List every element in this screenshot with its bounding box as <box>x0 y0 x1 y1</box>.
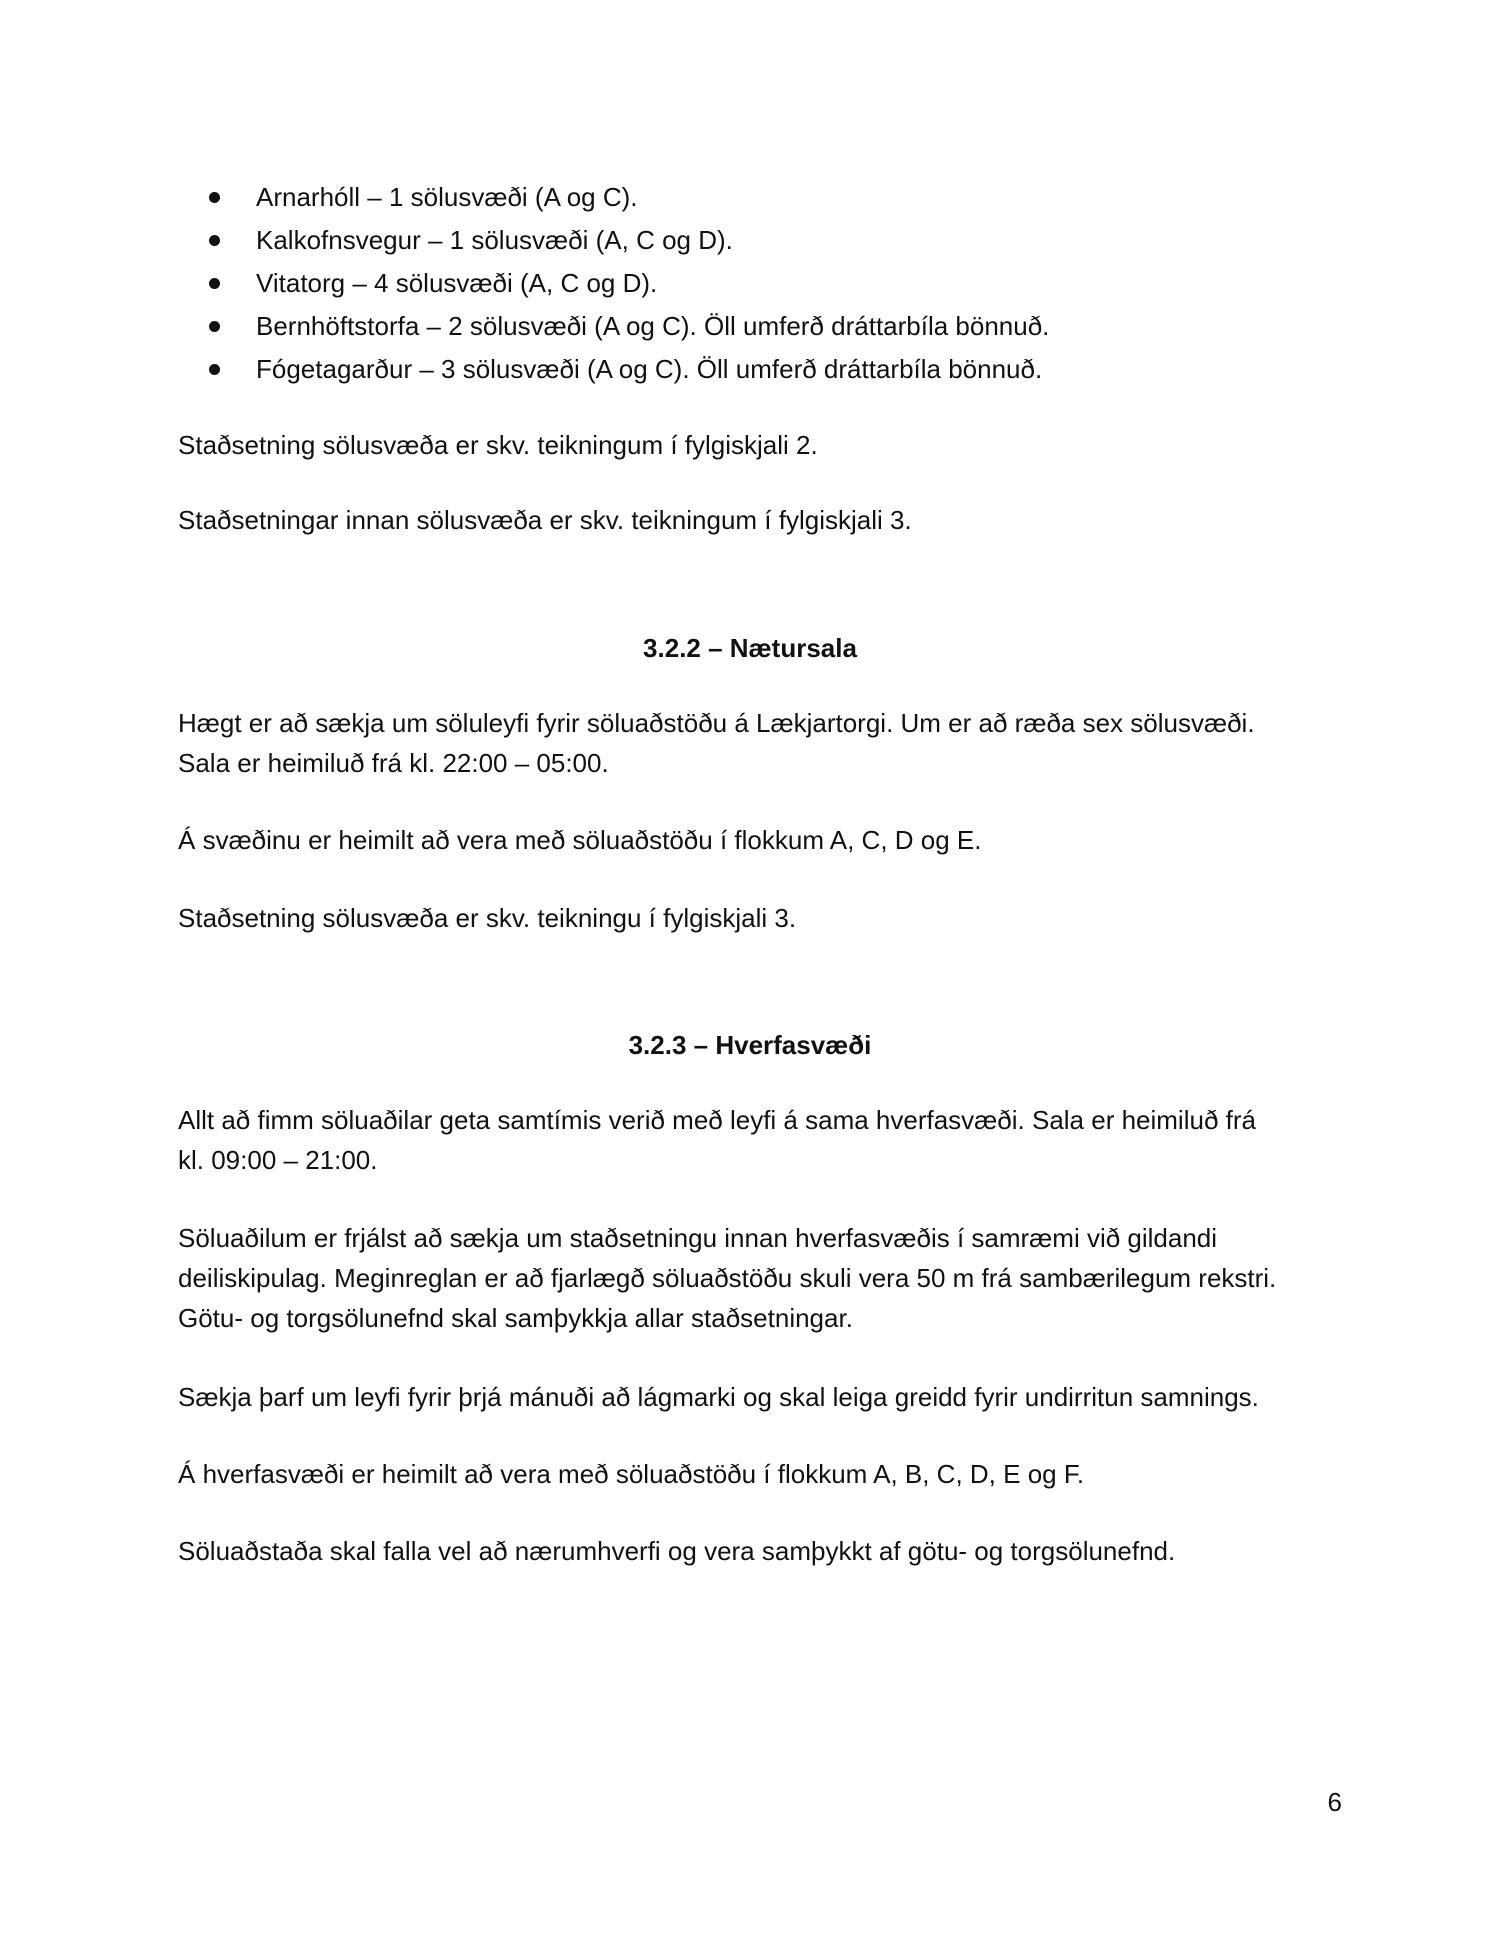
list-item-text: Arnarhóll – 1 sölusvæði (A og C). <box>256 182 638 212</box>
list-item <box>178 348 1348 391</box>
bullet-icon <box>209 192 220 203</box>
paragraph-night-sales-line-1: Hægt er að sækja um söluleyfi fyrir söluaðstöðu á Lækjartorgi. Um er að ræða sex sölusvæði. <box>178 708 1255 738</box>
paragraph-night-sales-categories: Á svæðinu er heimilt að vera með söluaðstöðu í flokkum A, C, D og E. <box>178 825 982 855</box>
bullet-icon <box>209 278 220 289</box>
section-heading-night-sales: 3.2.2 – Nætursala <box>643 633 857 663</box>
bullet-icon <box>209 235 220 246</box>
paragraph-location-rules-line-1: Söluaðilum er frjálst að sækja um staðsetningu innan hverfasvæðis í samræmi við gildandi <box>178 1223 1218 1253</box>
paragraph-environment-fit: Söluaðstaða skal falla vel að nærumhverfi og vera samþykkt af götu- og torgsölunefnd. <box>178 1536 1176 1566</box>
paragraph-night-sales-line-2: Sala er heimiluð frá kl. 22:00 – 05:00. <box>178 748 609 778</box>
page-number: 6 <box>1327 1787 1342 1817</box>
list-item <box>178 176 1348 219</box>
list-item-text: Fógetagarður – 3 sölusvæði (A og C). Öll umferð dráttarbíla bönnuð. <box>256 354 1043 384</box>
list-item <box>178 305 1348 348</box>
paragraph-neighborhood-line-1: Allt að fimm söluaðilar geta samtímis verið með leyfi á sama hverfasvæði. Sala er heimiluð frá <box>178 1105 1256 1135</box>
bullet-icon <box>209 364 220 375</box>
sales-area-list <box>178 176 1348 391</box>
list-item <box>178 262 1348 305</box>
list-item-text: Bernhöftstorfa – 2 sölusvæði (A og C). Öll umferð dráttarbíla bönnuð. <box>256 311 1050 341</box>
paragraph-location-within-areas: Staðsetningar innan sölusvæða er skv. teikningum í fylgiskjali 3. <box>178 505 912 535</box>
paragraph-neighborhood-line-2: kl. 09:00 – 21:00. <box>178 1145 378 1175</box>
list-item <box>178 219 1348 262</box>
list-item-text: Vitatorg – 4 sölusvæði (A, C og D). <box>256 268 658 298</box>
section-heading-neighborhood-areas: 3.2.3 – Hverfasvæði <box>628 1030 872 1060</box>
bullet-icon <box>209 321 220 332</box>
paragraph-night-sales-location: Staðsetning sölusvæða er skv. teikningu í fylgiskjali 3. <box>178 903 797 933</box>
list-item-text: Kalkofnsvegur – 1 sölusvæði (A, C og D). <box>256 225 733 255</box>
paragraph-location-areas: Staðsetning sölusvæða er skv. teikningum í fylgiskjali 2. <box>178 430 818 460</box>
paragraph-lease-terms: Sækja þarf um leyfi fyrir þrjá mánuði að lágmarki og skal leiga greidd fyrir undirritun samnings. <box>178 1382 1259 1412</box>
paragraph-neighborhood-categories: Á hverfasvæði er heimilt að vera með söluaðstöðu í flokkum A, B, C, D, E og F. <box>178 1459 1085 1489</box>
paragraph-location-rules-line-2: deiliskipulag. Meginreglan er að fjarlægð söluaðstöðu skuli vera 50 m frá sambærilegum rekstri. <box>178 1263 1277 1293</box>
paragraph-location-rules-line-3: Götu- og torgsölunefnd skal samþykkja allar staðsetningar. <box>178 1303 853 1333</box>
